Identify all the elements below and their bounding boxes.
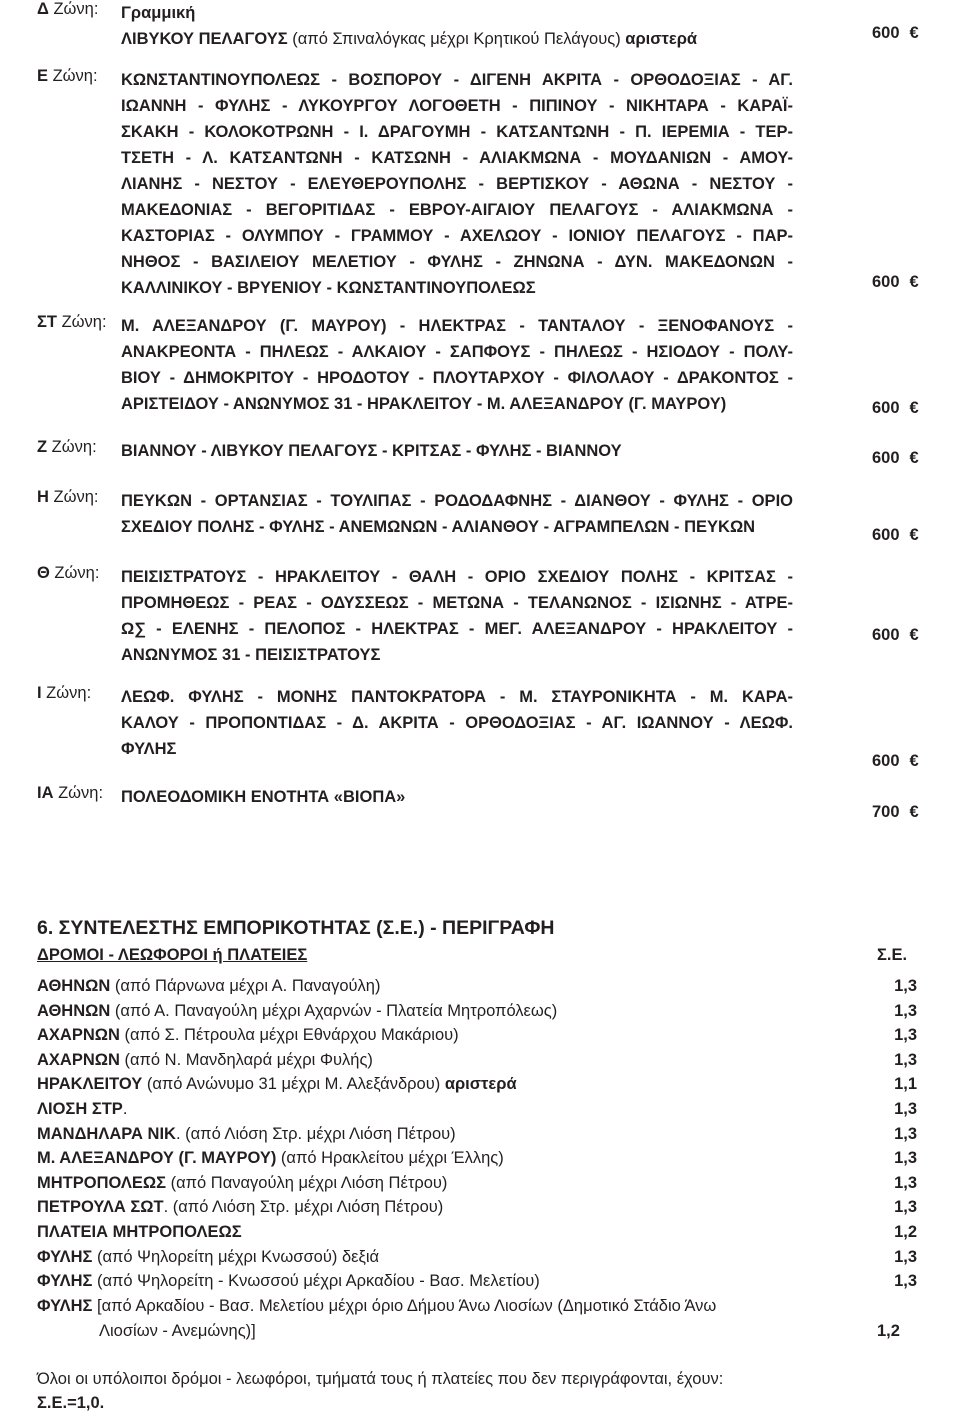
zone-letter: ΙΑ bbox=[37, 784, 54, 802]
bold-text: ΚΑΛΛΙΝΙΚΟΥ - ΒΡΥΕΝΙΟΥ - ΚΩΝΣΤΑΝΤΙΝΟΥΠΟΛΕΩΣ bbox=[121, 279, 536, 297]
bold-text: ΚΑΣΤΟΡΙΑΣ - ΟΛΥΜΠΟΥ - ΓΡΑΜΜΟΥ - ΑΧΕΛΩΟΥ - ΙΟΝΙΟΥ ΠΕΛΑΓΟΥΣ - ΠΑΡ- bbox=[121, 227, 793, 245]
bold-text: ΦΥΛΗΣ bbox=[37, 1247, 93, 1266]
bold-text: ΣΧΕΔΙΟΥ ΠΟΛΗΣ - ΦΥΛΗΣ - ΑΝΕΜΩΝΩΝ - ΑΛΙΑΝΘΟΥ - ΑΓΡΑΜΠΕΛΩΝ - ΠΕΥΚΩΝ bbox=[121, 518, 756, 536]
street-description bbox=[37, 1100, 127, 1119]
bold-text: ΑΘΗΝΩΝ bbox=[37, 977, 111, 995]
zone-streets bbox=[121, 488, 793, 540]
bold-text: ΦΥΛΗΣ bbox=[121, 740, 177, 758]
zone-price bbox=[872, 273, 919, 292]
bold-text: ΑΧΑΡΝΩΝ bbox=[37, 1026, 120, 1045]
bold-text: ΠΕΙΣΙΣΤΡΑΤΟΥΣ - ΗΡΑΚΛΕΙΤΟΥ - ΘΑΛΗ - ΟΡΙΟ ΣΧΕΔΙΟΥ ΠΟΛΗΣ - ΚΡΙΤΣΑΣ - bbox=[121, 568, 793, 586]
table-row bbox=[37, 1125, 917, 1149]
bold-text: αριστερά bbox=[444, 1075, 517, 1094]
zone-letter: Ζ bbox=[37, 438, 48, 456]
last-row-continuation: Λιοσίων - Ανεμώνης)] bbox=[99, 1322, 256, 1340]
footer-note: Όλοι οι υπόλοιποι δρόμοι - λεωφόροι, τμήματά τους ή πλατείες που δεν περιγράφονται, έχουν: bbox=[37, 1370, 724, 1388]
euro-icon: € bbox=[909, 752, 919, 770]
euro-icon: € bbox=[909, 24, 919, 42]
zone-line bbox=[121, 710, 793, 736]
bold-text: ΗΡΑΚΛΕΙΤΟΥ bbox=[37, 1075, 143, 1094]
zone-price bbox=[872, 803, 919, 822]
zone-line bbox=[121, 119, 793, 145]
street-description bbox=[37, 1297, 716, 1316]
zone-line bbox=[121, 26, 793, 52]
coefficient-value: 1,3 bbox=[894, 1050, 917, 1069]
price-value: 600 bbox=[872, 526, 900, 544]
zone-line bbox=[121, 784, 793, 810]
regular-text: [από Αρκαδίου - Βασ. Μελετίου μέχρι όριο Δήμου Άνω Λιοσίων (Δημοτικό Στάδιο Άνω bbox=[92, 1296, 717, 1315]
regular-text: (από Πάρνωνα μέχρι Α. Παναγούλη) bbox=[110, 977, 381, 995]
coefficient-value: 1,1 bbox=[894, 1075, 917, 1094]
regular-text: . (από Λιόση Στρ. μέχρι Λιόση Πέτρου) bbox=[163, 1198, 444, 1217]
zone-line bbox=[121, 93, 793, 119]
bold-text: Ω∑ - ΕΛΕΝΗΣ - ΠΕΛΟΠΟΣ - ΗΛΕΚΤΡΑΣ - ΜΕΓ. ΑΛΕΞΑΝΔΡΟΥ - ΗΡΑΚΛΕΙΤΟΥ - bbox=[121, 620, 793, 638]
euro-icon: € bbox=[909, 449, 919, 467]
euro-icon: € bbox=[909, 273, 919, 291]
bold-text: Μ. ΑΛΕΞΑΝΔΡΟΥ (Γ. ΜΑΥΡΟΥ) - ΗΛΕΚΤΡΑΣ - ΤΑΝΤΑΛΟΥ - ΞΕΝΟΦΑΝΟΥΣ - bbox=[121, 317, 793, 335]
zone-line bbox=[121, 0, 793, 26]
zone-line bbox=[121, 67, 793, 93]
bold-text: ΠΡΟΜΗΘΕΩΣ - ΡΕΑΣ - ΟΔΥΣΣΕΩΣ - ΜΕΤΩΝΑ - ΤΕΛΑΝΩΝΟΣ - ΙΣΙΩΝΗΣ - ΑΤΡΕ- bbox=[121, 594, 793, 612]
street-description bbox=[37, 1272, 540, 1291]
street-description bbox=[37, 1026, 459, 1045]
zone-label bbox=[37, 564, 99, 583]
bold-text: ΛΙΑΝΗΣ - ΝΕΣΤΟΥ - ΕΛΕΥΘΕΡΟΥΠΟΛΗΣ - ΒΕΡΤΙΣΚΟΥ - ΑΘΩΝΑ - ΝΕΣΤΟΥ - bbox=[121, 175, 793, 193]
regular-text: (από Α. Παναγούλη μέχρι Αχαρνών - Πλατεία Μητροπόλεως) bbox=[110, 1001, 558, 1020]
table-row bbox=[37, 1075, 917, 1099]
zone-line bbox=[121, 249, 793, 275]
table-row bbox=[37, 1026, 917, 1050]
coefficient-value: 1,3 bbox=[894, 1001, 917, 1020]
table-row bbox=[37, 977, 917, 1001]
bold-text: Γραμμική bbox=[121, 4, 196, 22]
euro-icon: € bbox=[909, 526, 919, 544]
table-row bbox=[37, 1223, 917, 1247]
bold-text: ΛΙΒΥΚΟΥ ΠΕΛΑΓΟΥΣ bbox=[121, 30, 288, 48]
zone-label bbox=[37, 67, 98, 86]
regular-text: (από Ν. Μανδηλαρά μέχρι Φυλής) bbox=[119, 1050, 373, 1069]
euro-icon: € bbox=[909, 399, 919, 417]
zone-line bbox=[121, 223, 793, 249]
zone-label bbox=[37, 684, 91, 703]
street-description bbox=[37, 1248, 379, 1267]
coefficient-value: 1,3 bbox=[894, 977, 917, 995]
zone-streets bbox=[121, 313, 793, 417]
zone-streets bbox=[121, 564, 793, 668]
street-description bbox=[37, 977, 380, 996]
bold-text: ΠΟΛΕΟΔΟΜΙΚΗ ΕΝΟΤΗΤΑ «ΒΙΟΠΑ» bbox=[121, 788, 406, 806]
bold-text: ΛΙΟΣΗ ΣΤΡ bbox=[37, 1100, 123, 1118]
coefficient-value: 1,3 bbox=[894, 1100, 917, 1118]
zone-label bbox=[37, 313, 107, 332]
table-row bbox=[37, 1002, 917, 1026]
coefficient-value: 1,3 bbox=[894, 1247, 917, 1266]
bold-text: ΜΑΚΕΔΟΝΙΑΣ - ΒΕΓΟΡΙΤΙΔΑΣ - ΕΒΡΟΥ-ΑΙΓΑΙΟΥ ΠΕΛΑΓΟΥΣ - ΑΛΙΑΚΜΩΝΑ - bbox=[121, 201, 793, 219]
bold-text: ΑΘΗΝΩΝ bbox=[37, 1001, 111, 1020]
price-value: 600 bbox=[872, 273, 900, 291]
zone-letter: Ι bbox=[37, 684, 42, 702]
zone-streets bbox=[121, 0, 793, 52]
table-row bbox=[37, 1149, 917, 1173]
price-value: 600 bbox=[872, 24, 900, 42]
zone-line bbox=[121, 313, 793, 339]
zone-price bbox=[872, 24, 919, 43]
bold-text: ΠΕΤΡΟΥΛΑ ΣΩΤ bbox=[37, 1198, 164, 1217]
footer-value: Σ.Ε.=1,0. bbox=[37, 1394, 105, 1412]
regular-text: (από Ανώνυμο 31 μέχρι Μ. Αλεξάνδρου) bbox=[142, 1075, 445, 1094]
regular-text: (από Ψηλορείτη - Κνωσσού μέχρι Αρκαδίου - Βασ. Μελετίου) bbox=[92, 1272, 540, 1291]
price-value: 600 bbox=[872, 449, 900, 467]
zone-letter: Η bbox=[37, 488, 49, 506]
zone-letter: ΣΤ bbox=[37, 313, 57, 331]
zone-suffix: Ζώνη: bbox=[48, 0, 99, 18]
zone-suffix: Ζώνη: bbox=[53, 784, 104, 802]
zone-streets bbox=[121, 438, 793, 464]
zone-letter: Θ bbox=[37, 564, 50, 582]
section-title: 6. ΣΥΝΤΕΛΕΣΤΗΣ ΕΜΠΟΡΙΚΟΤΗΤΑΣ (Σ.Ε.) - ΠΕΡΙΓΡΑΦΗ bbox=[37, 917, 555, 939]
bold-text: ΙΩΑΝΝΗ - ΦΥΛΗΣ - ΛΥΚΟΥΡΓΟΥ ΛΟΓΟΘΕΤΗ - ΠΙΠΙΝΟΥ - ΝΙΚΗΤΑΡΑ - ΚΑΡΑΪ- bbox=[121, 97, 793, 115]
street-description bbox=[37, 1149, 504, 1168]
zone-label bbox=[37, 438, 97, 457]
street-description bbox=[37, 1075, 517, 1094]
bold-text: ΛΕΩΦ. ΦΥΛΗΣ - ΜΟΝΗΣ ΠΑΝΤΟΚΡΑΤΟΡΑ - Μ. ΣΤΑΥΡΟΝΙΚΗΤΑ - Μ. ΚΑΡΑ- bbox=[121, 688, 793, 706]
zone-price bbox=[872, 626, 919, 645]
bold-text: ΤΣΕΤΗ - Λ. ΚΑΤΣΑΝΤΩΝΗ - ΚΑΤΣΩΝΗ - ΑΛΙΑΚΜΩΝΑ - ΜΟΥΔΑΝΙΩΝ - ΑΜΟΥ- bbox=[121, 149, 793, 167]
bold-text: ΑΝΑΚΡΕΟΝΤΑ - ΠΗΛΕΩΣ - ΑΛΚΑΙΟΥ - ΣΑΠΦΟΥΣ - ΠΗΛΕΩΣ - ΗΣΙΟΔΟΥ - ΠΟΛΥ- bbox=[121, 343, 793, 361]
zone-line bbox=[121, 275, 793, 301]
zone-letter: Ε bbox=[37, 67, 49, 85]
price-value: 600 bbox=[872, 752, 900, 770]
bold-text: ΒΙΟΥ - ΔΗΜΟΚΡΙΤΟΥ - ΗΡΟΔΟΤΟΥ - ΠΛΟΥΤΑΡΧΟΥ - ΦΙΛΟΛΑΟΥ - ΔΡΑΚΟΝΤΟΣ - bbox=[121, 369, 793, 387]
bold-text: ΦΥΛΗΣ bbox=[37, 1272, 93, 1291]
street-description bbox=[37, 1002, 557, 1021]
coefficient-value: 1,2 bbox=[894, 1223, 917, 1241]
bold-text: ΒΙΑΝΝΟΥ - ΛΙΒΥΚΟΥ ΠΕΛΑΓΟΥΣ - ΚΡΙΤΣΑΣ - ΦΥΛΗΣ - ΒΙΑΝΝΟΥ bbox=[121, 442, 622, 460]
zone-label bbox=[37, 0, 98, 19]
street-description bbox=[37, 1125, 456, 1144]
zone-line bbox=[121, 171, 793, 197]
bold-text: ΝΗΘΟΣ - ΒΑΣΙΛΕΙΟΥ ΜΕΛΕΤΙΟΥ - ΦΥΛΗΣ - ΖΗΝΩΝΑ - ΔΥΝ. ΜΑΚΕΔΟΝΩΝ - bbox=[121, 253, 793, 271]
column-header-streets: ΔΡΟΜΟΙ - ΛΕΩΦΟΡΟΙ ή ΠΛΑΤΕΙΕΣ bbox=[37, 946, 308, 964]
zone-suffix: Ζώνη: bbox=[41, 684, 92, 702]
zone-line bbox=[121, 642, 793, 668]
zone-streets bbox=[121, 784, 793, 810]
table-row bbox=[37, 1198, 917, 1222]
zone-line bbox=[121, 145, 793, 171]
zone-line bbox=[121, 616, 793, 642]
zone-label bbox=[37, 488, 98, 507]
table-row bbox=[37, 1272, 917, 1296]
table-row bbox=[37, 1174, 917, 1198]
coefficient-value: 1,3 bbox=[894, 1173, 917, 1192]
bold-text: ΦΥΛΗΣ bbox=[37, 1296, 93, 1315]
zone-suffix: Ζώνη: bbox=[47, 438, 97, 456]
coefficient-value: 1,3 bbox=[894, 1272, 917, 1291]
last-row-value: 1,2 bbox=[877, 1322, 900, 1340]
zone-price bbox=[872, 752, 919, 771]
bold-text: ΑΡΙΣΤΕΙΔΟΥ - ΑΝΩΝΥΜΟΣ 31 - ΗΡΑΚΛΕΙΤΟΥ - Μ. ΑΛΕΞΑΝΔΡΟΥ (Γ. ΜΑΥΡΟΥ) bbox=[121, 395, 727, 413]
zone-line bbox=[121, 197, 793, 223]
price-value: 600 bbox=[872, 399, 900, 417]
bold-text: ΜΑΝΔΗΛΑΡΑ ΝΙΚ bbox=[37, 1124, 176, 1143]
zone-label bbox=[37, 784, 103, 803]
coefficient-value: 1,3 bbox=[894, 1149, 917, 1168]
zone-suffix: Ζώνη: bbox=[56, 313, 107, 331]
regular-text: (από Ηρακλείτου μέχρι Έλλης) bbox=[276, 1149, 504, 1168]
bold-text: ΚΑΛΟΥ - ΠΡΟΠΟΝΤΙΔΑΣ - Δ. ΑΚΡΙΤΑ - ΟΡΘΟΔΟΞΙΑΣ - ΑΓ. ΙΩΑΝΝΟΥ - ΛΕΩΦ. bbox=[121, 714, 793, 732]
regular-text: . bbox=[122, 1100, 128, 1118]
table-row bbox=[37, 1051, 917, 1075]
bold-text: ΑΝΩΝΥΜΟΣ 31 - ΠΕΙΣΙΣΤΡΑΤΟΥΣ bbox=[121, 646, 381, 664]
zone-suffix: Ζώνη: bbox=[48, 488, 99, 506]
zone-line bbox=[121, 590, 793, 616]
regular-text: (από Ψηλορείτη μέχρι Κνωσσού) δεξιά bbox=[92, 1247, 380, 1266]
zone-line bbox=[121, 736, 793, 762]
coefficient-value: 1,3 bbox=[894, 1124, 917, 1143]
zone-line bbox=[121, 564, 793, 590]
zone-suffix: Ζώνη: bbox=[49, 564, 100, 582]
zone-letter: Δ bbox=[37, 0, 49, 18]
bold-text: ΜΗΤΡΟΠΟΛΕΩΣ bbox=[37, 1173, 167, 1192]
table-row bbox=[37, 1297, 917, 1321]
bold-text: ΠΛΑΤΕΙΑ ΜΗΤΡΟΠΟΛΕΩΣ bbox=[37, 1223, 242, 1241]
bold-text: ΚΩΝΣΤΑΝΤΙΝΟΥΠΟΛΕΩΣ - ΒΟΣΠΟΡΟΥ - ΔΙΓΕΝΗ ΑΚΡΙΤΑ - ΟΡΘΟΔΟΞΙΑΣ - ΑΓ. bbox=[121, 71, 793, 89]
regular-text: . (από Λιόση Στρ. μέχρι Λιόση Πέτρου) bbox=[175, 1124, 456, 1143]
column-header-coefficient: Σ.Ε. bbox=[877, 946, 908, 964]
regular-text: (από Σ. Πέτρουλα μέχρι Εθνάρχου Μακάριου) bbox=[119, 1026, 459, 1045]
zone-line bbox=[121, 438, 793, 464]
zone-line bbox=[121, 339, 793, 365]
coefficient-value: 1,3 bbox=[894, 1198, 917, 1217]
zone-streets bbox=[121, 67, 793, 301]
zone-price bbox=[872, 449, 919, 468]
bold-text: αριστερά bbox=[625, 30, 698, 48]
zone-line bbox=[121, 514, 793, 540]
zone-line bbox=[121, 365, 793, 391]
zone-streets bbox=[121, 684, 793, 762]
coefficient-value: 1,3 bbox=[894, 1026, 917, 1045]
zone-price bbox=[872, 399, 919, 418]
regular-text: (από Σπιναλόγκας μέχρι Κρητικού Πελάγους) bbox=[287, 30, 626, 48]
euro-icon: € bbox=[909, 626, 919, 644]
zone-suffix: Ζώνη: bbox=[48, 67, 98, 85]
euro-icon: € bbox=[909, 803, 919, 821]
zone-line bbox=[121, 684, 793, 710]
table-row bbox=[37, 1100, 917, 1124]
bold-text: ΣΚΑΚΗ - ΚΟΛΟΚΟΤΡΩΝΗ - Ι. ΔΡΑΓΟΥΜΗ - ΚΑΤΣΑΝΤΩΝΗ - Π. ΙΕΡΕΜΙΑ - ΤΕΡ- bbox=[121, 123, 793, 141]
zone-price bbox=[872, 526, 919, 545]
bold-text: ΑΧΑΡΝΩΝ bbox=[37, 1050, 120, 1069]
street-description bbox=[37, 1051, 373, 1070]
zone-line bbox=[121, 391, 793, 417]
bold-text: ΠΕΥΚΩΝ - ΟΡΤΑΝΣΙΑΣ - ΤΟΥΛΙΠΑΣ - ΡΟΔΟΔΑΦΝΗΣ - ΔΙΑΝΘΟΥ - ΦΥΛΗΣ - ΟΡΙΟ bbox=[121, 492, 793, 510]
price-value: 600 bbox=[872, 626, 900, 644]
zone-line bbox=[121, 488, 793, 514]
street-description bbox=[37, 1198, 443, 1217]
street-description bbox=[37, 1174, 447, 1193]
price-value: 700 bbox=[872, 803, 900, 821]
street-description bbox=[37, 1223, 242, 1242]
bold-text: Μ. ΑΛΕΞΑΝΔΡΟΥ (Γ. ΜΑΥΡΟΥ) bbox=[37, 1149, 277, 1168]
regular-text: (από Παναγούλη μέχρι Λιόση Πέτρου) bbox=[166, 1173, 448, 1192]
table-row bbox=[37, 1248, 917, 1272]
